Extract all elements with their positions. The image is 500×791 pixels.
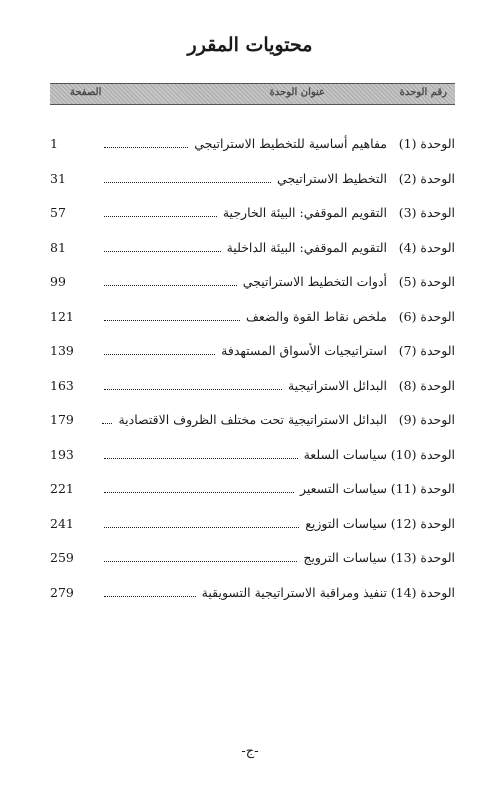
dot-leader: [104, 587, 196, 597]
unit-title: التخطيط الاستراتيجي: [277, 170, 387, 186]
dot-leader: [102, 414, 112, 424]
dot-leader: [104, 242, 221, 252]
toc-entry-12: [50, 506, 455, 541]
dot-leader: [104, 138, 188, 148]
unit-title: التقويم الموقفي: البيئة الداخلية: [226, 239, 387, 255]
unit-title: تنفيذ ومراقبة الاستراتيجية التسويقية: [201, 584, 387, 600]
unit-title: مفاهيم أساسية للتخطيط الاستراتيجي: [194, 136, 387, 151]
page-number: 241: [50, 515, 74, 531]
dot-leader: [104, 518, 299, 528]
entry-line: [98, 171, 387, 186]
entry-line: [98, 481, 387, 496]
unit-number: الوحدة (6): [398, 308, 455, 324]
toc-entry-10: [50, 437, 455, 472]
unit-title: سياسات السلعة: [303, 446, 387, 462]
unit-title: التقويم الموقفي: البيئة الخارجية: [222, 205, 387, 220]
page-number: 179: [50, 412, 74, 427]
toc-entry-5: [50, 264, 455, 299]
page-number: 81: [50, 239, 66, 255]
unit-number: الوحدة (9): [398, 412, 455, 427]
toc-entry-8: [50, 368, 455, 403]
unit-number: الوحدة (8): [398, 377, 455, 393]
page-number: 1: [50, 136, 58, 151]
unit-number: الوحدة (7): [398, 343, 455, 358]
page-title: محتويات المقرر: [187, 34, 313, 56]
toc-entry-2: [50, 161, 455, 196]
toc-entry-9: [50, 402, 455, 437]
unit-title: أدوات التخطيط الاستراتيجي: [242, 274, 387, 289]
toc-entry-3: [50, 195, 455, 230]
unit-number: الوحدة (3): [398, 205, 455, 220]
dot-leader: [104, 207, 217, 217]
toc-entry-7: [50, 333, 455, 368]
entry-line: [98, 447, 387, 462]
page-number: 221: [50, 481, 74, 496]
page-number: 31: [50, 170, 66, 186]
page-number: 279: [50, 584, 74, 600]
unit-title: سياسات الترويج: [303, 550, 387, 565]
unit-number: الوحدة (11): [390, 481, 455, 496]
table-header: [50, 83, 455, 105]
unit-number: الوحدة (2): [398, 170, 455, 186]
toc-entry-14: [50, 575, 455, 610]
entry-line: [98, 240, 387, 255]
dot-leader: [104, 173, 271, 183]
dot-leader: [104, 380, 282, 390]
entry-line: [98, 516, 387, 531]
unit-number: الوحدة (1): [398, 136, 455, 151]
header-unit-number: رقم الوحدة: [399, 87, 447, 98]
unit-title: البدائل الاستراتيجية: [287, 377, 387, 393]
page-number: 193: [50, 446, 74, 462]
header-page: الصفحة: [70, 87, 102, 98]
entry-line: [98, 343, 387, 358]
unit-number: الوحدة (10): [390, 446, 455, 462]
dot-leader: [104, 311, 240, 321]
entry-line: [98, 205, 387, 220]
entry-line: [98, 136, 387, 151]
page-number: 99: [50, 274, 66, 289]
header-unit-title: عنوان الوحدة: [269, 87, 325, 98]
table-of-contents: [50, 126, 455, 609]
entry-line: [98, 309, 387, 324]
unit-number: الوحدة (5): [398, 274, 455, 289]
unit-number: الوحدة (14): [390, 584, 455, 600]
dot-leader: [104, 552, 297, 562]
unit-number: الوحدة (12): [390, 515, 455, 531]
dot-leader: [104, 345, 215, 355]
toc-entry-13: [50, 540, 455, 575]
toc-entry-6: [50, 299, 455, 334]
page-number: 121: [50, 308, 74, 324]
unit-title: البدائل الاستراتيجية تحت مختلف الظروف الاقتصادية: [118, 412, 387, 427]
dot-leader: [104, 449, 298, 459]
toc-entry-11: [50, 471, 455, 506]
unit-number: الوحدة (4): [398, 239, 455, 255]
entry-line: [98, 412, 387, 427]
entry-line: [98, 550, 387, 565]
entry-line: [98, 378, 387, 393]
dot-leader: [104, 276, 237, 286]
unit-title: سياسات التسعير: [300, 481, 387, 496]
page-number: 259: [50, 550, 74, 565]
unit-title: ملخص نقاط القوة والضعف: [245, 308, 387, 324]
entry-line: [98, 274, 387, 289]
unit-title: استراتيجيات الأسواق المستهدفة: [221, 343, 387, 358]
entry-line: [98, 585, 387, 600]
page-number: 139: [50, 343, 74, 358]
page-number: 163: [50, 377, 74, 393]
page-marker: -ج-: [241, 744, 259, 759]
dot-leader: [104, 483, 294, 493]
unit-title: سياسات التوزيع: [305, 515, 387, 531]
toc-entry-1: [50, 126, 455, 161]
unit-number: الوحدة (13): [390, 550, 455, 565]
page-number: 57: [50, 205, 66, 220]
toc-entry-4: [50, 230, 455, 265]
